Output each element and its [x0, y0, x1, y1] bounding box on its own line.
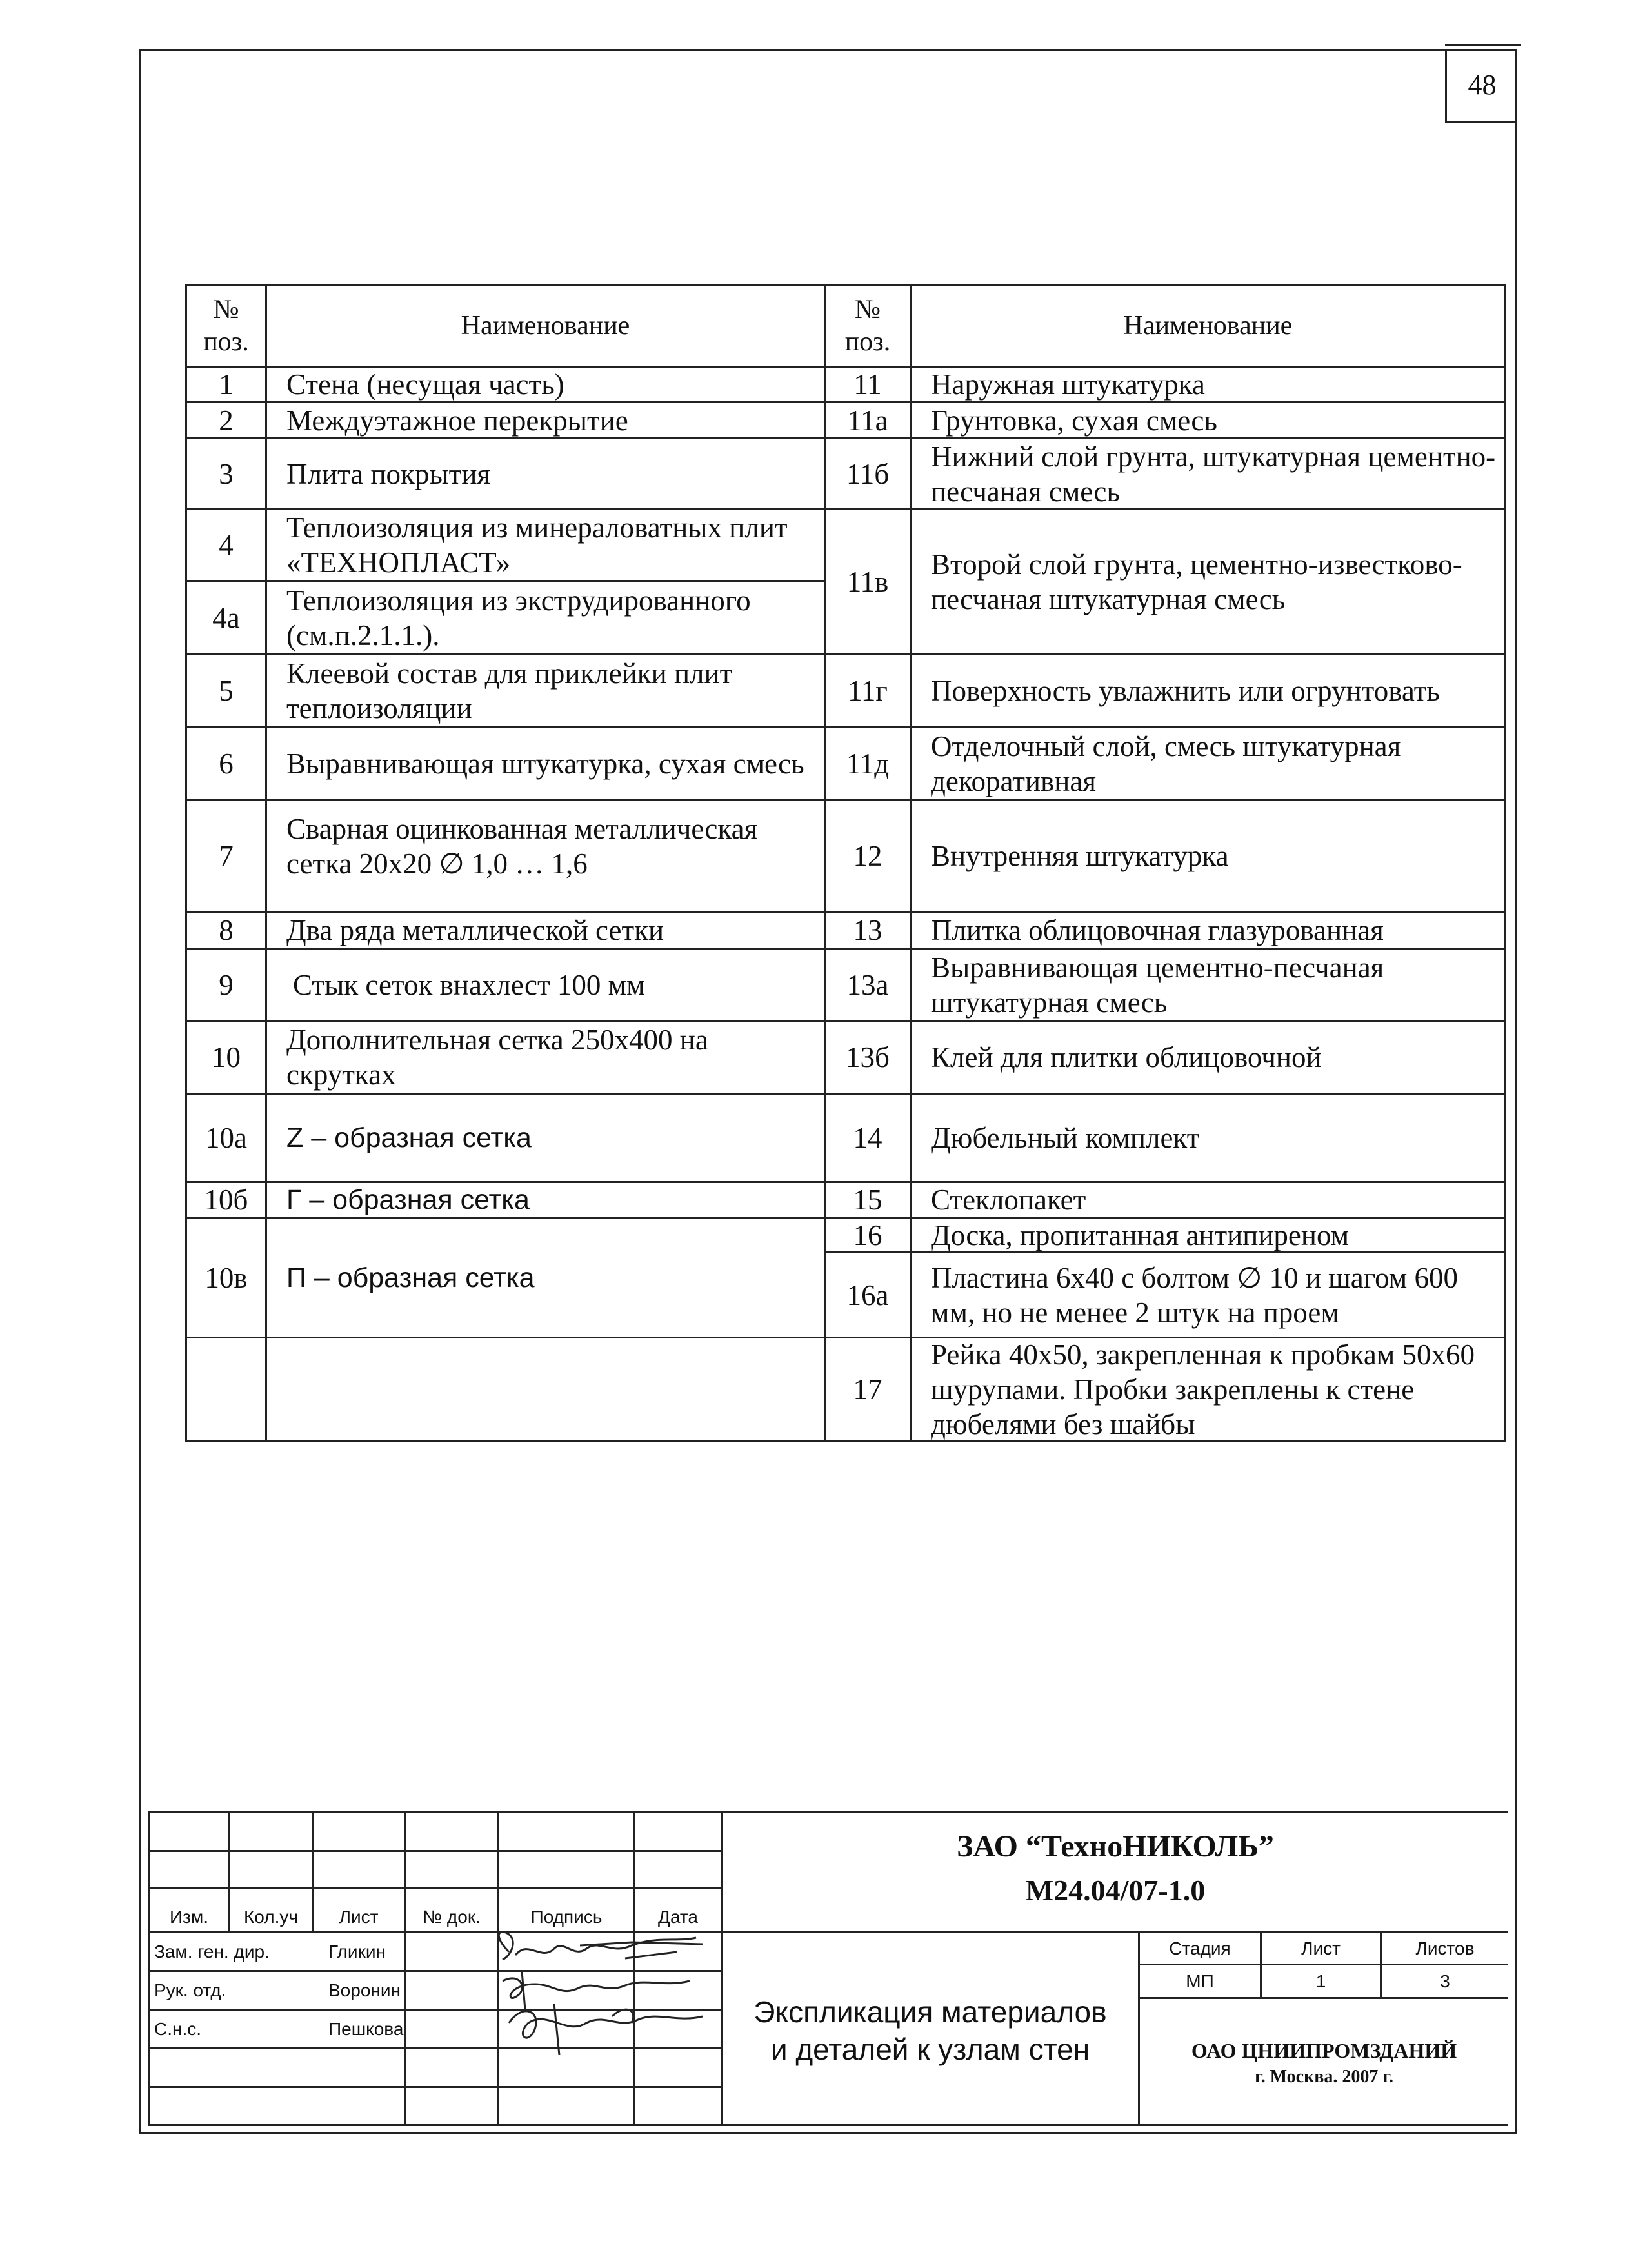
row-line	[185, 1337, 824, 1338]
pos-cell: 1	[219, 368, 234, 401]
pos-cell: 13	[853, 914, 882, 946]
header-name-left: Наименование	[461, 311, 630, 341]
name-cell: Грунтовка, сухая смесь	[931, 404, 1217, 437]
stage-value: МП	[1186, 1971, 1214, 1991]
header-pos-left: № поз.	[203, 295, 249, 357]
pos-cell: 17	[853, 1373, 882, 1406]
name-cell: Нижний слой грунта, штукатурная цементно-песчаная смесь	[931, 440, 1496, 508]
sheets-label: Листов	[1415, 1938, 1475, 1958]
legend-table	[185, 284, 1506, 1442]
name-cell: Дополнительная сетка 250х400 на скрутках	[286, 1024, 708, 1091]
role-label: Рук. отд.	[154, 1980, 226, 2000]
name-cell: Г – образная сетка	[286, 1184, 530, 1215]
pos-cell: 9	[219, 968, 234, 1001]
pos-cell: 16	[853, 1219, 882, 1251]
sheet-label: Лист	[1301, 1938, 1341, 1958]
pos-cell: 15	[853, 1184, 882, 1216]
name-cell: Стык сеток внахлест 100 мм	[293, 968, 645, 1001]
stage-label: Стадия	[1169, 1938, 1231, 1958]
role-label: Зам. ген. дир.	[154, 1941, 270, 1962]
header-name-right: Наименование	[1123, 311, 1293, 341]
table-border-right	[1504, 284, 1506, 1442]
sheets-value: 3	[1440, 1971, 1450, 1991]
pos-cell: 4а	[212, 601, 240, 634]
pos-cell: 8	[219, 914, 234, 946]
name-cell: Выравнивающая цементно-песчаная штукатурная смесь	[931, 951, 1384, 1019]
name-cell: Дюбельный комплект	[931, 1122, 1200, 1154]
name-cell: Z – образная сетка	[286, 1122, 532, 1153]
pos-cell: 4	[219, 529, 234, 561]
pos-cell: 2	[219, 404, 234, 437]
signer-name: Пешкова	[328, 2018, 404, 2039]
tb-line	[1138, 1997, 1508, 1999]
pos-cell: 13а	[846, 968, 889, 1001]
pos-cell: 5	[219, 675, 234, 707]
role-label: С.н.с.	[154, 2018, 202, 2039]
pos-cell: 10б	[204, 1184, 248, 1216]
pos-cell: 11г	[848, 675, 888, 707]
tb-line	[148, 2086, 723, 2088]
pos-cell: 6	[219, 748, 234, 780]
sheet-title: Экспликация материалов и деталей к узлам стен	[753, 1995, 1107, 2066]
pos-cell: 11д	[846, 748, 890, 780]
tb-border	[148, 1811, 150, 2126]
name-cell: Рейка 40х50, закрепленная к пробкам 50х60 шурупами. Пробки закреплены к стене дюбелями без шайбы	[931, 1338, 1475, 1440]
name-cell: Теплоизоляция из экструдированного (см.п.2.1.1.).	[286, 584, 751, 652]
name-cell: Стеклопакет	[931, 1184, 1086, 1216]
name-cell: Плита покрытия	[286, 457, 491, 490]
col-header: Кол.уч	[244, 1907, 298, 1927]
pos-cell: 11	[853, 368, 882, 401]
name-cell: Выравнивающая штукатурка, сухая смесь	[286, 748, 804, 780]
title-block	[148, 1811, 1508, 2126]
pos-cell: 13б	[846, 1041, 890, 1073]
pos-cell: 14	[853, 1122, 882, 1154]
pos-cell: 11а	[847, 404, 888, 437]
company-name: ЗАО “ТехноНИКОЛЬ”	[957, 1829, 1274, 1864]
name-cell: Два ряда металлической сетки	[286, 914, 664, 946]
signer-name: Гликин	[328, 1941, 386, 1962]
page-number-top-line	[1445, 44, 1521, 46]
name-cell: Отделочный слой, смесь штукатурная декоративная	[931, 730, 1401, 797]
name-cell: Внутренняя штукатурка	[931, 840, 1229, 872]
name-cell: Поверхность увлажнить или огрунтовать	[931, 675, 1440, 707]
header-pos-right: № поз.	[844, 295, 891, 357]
col-header: Изм.	[170, 1907, 208, 1927]
name-cell: П – образная сетка	[286, 1262, 535, 1293]
organization-city-year: г. Москва. 2007 г.	[1255, 2067, 1393, 2087]
tb-border	[148, 1811, 1508, 1813]
name-cell: Междуэтажное перекрытие	[286, 404, 628, 437]
tb-line	[148, 1850, 723, 1852]
pos-cell: 10в	[204, 1261, 248, 1294]
pos-cell: 16а	[846, 1278, 889, 1311]
name-cell: Теплоизоляция из минераловатных плит «ТЕХНОПЛАСТ»	[286, 512, 788, 579]
pos-cell: 11б	[846, 457, 890, 490]
name-cell: Наружная штукатурка	[931, 368, 1205, 401]
name-cell: Второй слой грунта, цементно-известково-песчаная штукатурная смесь	[931, 548, 1462, 615]
col-header: Лист	[339, 1907, 379, 1927]
name-cell: Клеевой состав для приклейки плит теплоизоляции	[286, 657, 733, 724]
pos-cell: 10	[212, 1041, 241, 1073]
col-header: № док.	[423, 1907, 481, 1927]
pos-cell: 11в	[846, 566, 889, 598]
document-code: М24.04/07-1.0	[1025, 1874, 1206, 1907]
page-number: 48	[1445, 49, 1517, 123]
signatures-image	[483, 1926, 728, 2068]
organization-name: ОАО ЦНИИПРОМЗДАНИЙ	[1191, 2039, 1457, 2062]
name-cell: Стена (несущая часть)	[286, 368, 564, 401]
pos-cell: 12	[853, 840, 882, 872]
tb-border	[148, 2124, 1508, 2126]
name-cell: Плитка облицовочная глазурованная	[931, 914, 1384, 946]
name-cell: Клей для плитки облицовочной	[931, 1041, 1322, 1073]
pos-cell: 10а	[205, 1122, 247, 1154]
col-header: Подпись	[530, 1907, 603, 1927]
pos-cell: 3	[219, 457, 234, 490]
name-cell: Доска, пропитанная антипиреном	[931, 1219, 1350, 1251]
col-header: Дата	[657, 1907, 698, 1927]
name-cell: Сварная оцинкованная металлическая сетка 20х20 ∅ 1,0 … 1,6	[286, 813, 758, 880]
pos-cell: 7	[219, 840, 234, 872]
signer-name: Воронин	[328, 1980, 401, 2000]
sheet-value: 1	[1315, 1971, 1326, 1991]
name-cell: Пластина 6х40 с болтом ∅ 10 и шагом 600 мм, но не менее 2 штук на проем	[931, 1261, 1458, 1329]
